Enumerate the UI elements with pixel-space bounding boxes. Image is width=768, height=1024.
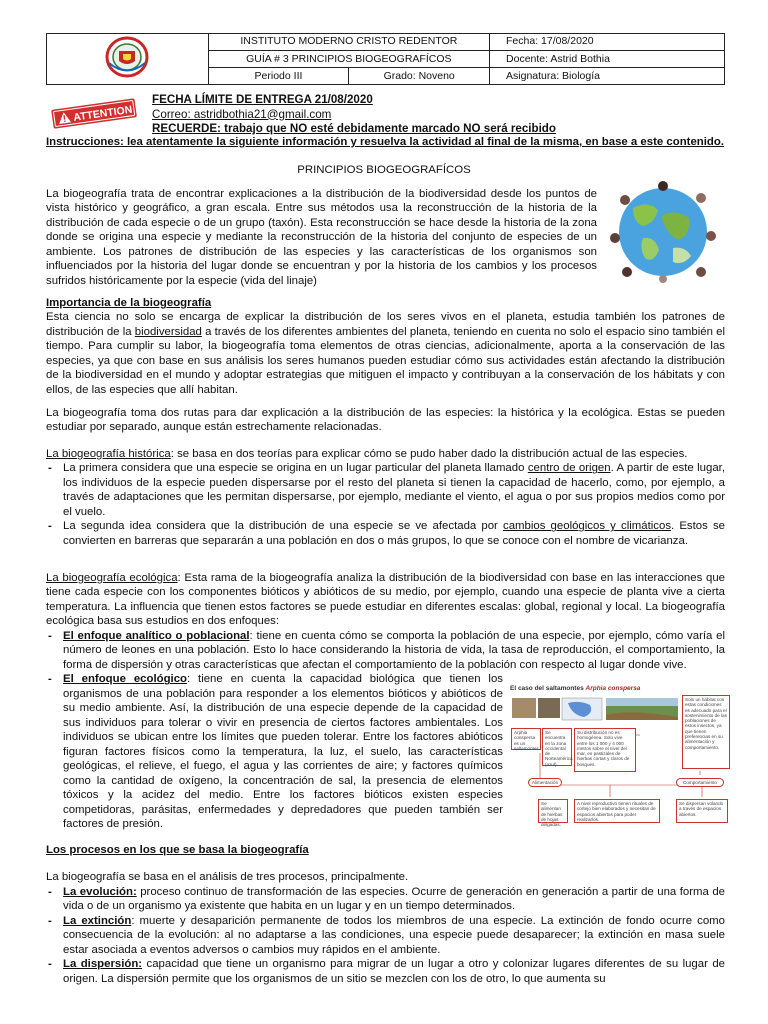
header-subject: Asignatura: Biología: [490, 68, 725, 85]
list-item: - El enfoque ecológico: tiene en cuenta la capacidad biológica que tienen los organismos de una población para responder a los elementos bióticos y abióticos de su medio ambiente. Así, la distribución de una especie depende de la capacidad de sus individuos para tolerar o vivir en presencia de ciertos factores ambientales. Los individuos se ubican entre los límites que pueden tolerar. Entre los factores abióticos figuran factores físicos como la temperatura, la luz, el suelo, las características geológicas, el relieve, el fuego, el agua y las corrientes de aire; y factores químicos como la cantidad de oxígeno, la concentración de sal, la presencia de elementos tóxicos y la acidez del medio. Entre los factores bióticos existen especies competidoras, parásitas, enfermedades y depredadores que pueden también ser factores de presión.: [46, 672, 503, 831]
importance-section: [46, 296, 725, 397]
historical-intro: [46, 447, 725, 461]
grasshopper-figure: [510, 685, 732, 833]
header-period: Periodo III: [208, 68, 349, 85]
page-title: PRINCIPIOS BIOGEOGRAFÍCOS: [297, 164, 471, 176]
ecological-heading: La biogeografía ecológica: [46, 572, 178, 584]
figure-box-1: Arphia conspersa es un saltamontes: [511, 728, 541, 750]
ecological-intro: [46, 571, 725, 629]
header-date: Fecha: 17/08/2020: [490, 34, 725, 51]
figure-box-7: Se dispersan volando a través de espacios abiertos.: [676, 799, 728, 823]
email-link[interactable]: astridbothia21@gmail.com: [193, 107, 332, 121]
figure-title: El caso del saltamontes Arphia conspersa: [510, 685, 641, 692]
ecological-text: : Esta rama de la biogeografía analiza la distribución de la biodiversidad con base en las interacciones que tiene cada especie con los componentes bióticos y abióticos de su medio, por ejemplo, cuando una especie de planta vive a cierta temperatura. La influencia que tienen estos factores se puede estudiar en diferentes escalas: global, regional y local. La biogeografía ecológica basa sus estudios en dos enfoques:: [46, 572, 725, 628]
importance-paragraph: [46, 310, 725, 397]
globe-illustration: [603, 178, 723, 284]
list-item: - La primera considera que una especie se origina en un lugar particular del planeta llamado centro de origen. A partir de este lugar, los individuos de la especie pueden dispersarse por el resto del planeta si tienen la capacidad de hacerlo, como, por ejemplo, a través de adaptaciones que les permitan dispersarse, por ejemplo, mediante el viento, el agua o por sus propios medios como por el vuelo.: [46, 461, 725, 519]
email-label: Correo:: [152, 107, 194, 121]
email-line: [152, 108, 556, 123]
header-grade: Grado: Noveno: [349, 68, 490, 85]
processes-intro: La biogeografía se basa en el análisis de tres procesos, principalmente.: [46, 871, 409, 884]
figure-box-5: Se alimentan de hierbas de hojas delgadas.: [538, 799, 568, 823]
list-item: - La evolución: proceso continuo de transformación de las especies. Ocurre de generación en generación a partir de una forma de vida o de un organismo ya existente que habita en un lugar y en un tiempo determinados.: [46, 885, 725, 914]
attention-text: ATTENTION: [72, 103, 134, 124]
importance-heading: Importancia de la biogeografía: [46, 297, 212, 309]
list-item: - La extinción: muerte y desaparición permanente de todos los miembros de una especie. La extinción de fondo ocurre como consecuencia de la evolución: al no adaptarse a las condiciones, una especie puede desaparecer; la extinción en masa suele estar asociada a eventos adversos o cambios muy rápidos en el ambiente.: [46, 914, 725, 957]
attention-badge: [48, 97, 140, 129]
instructions-text: Instrucciones: lea atentamente la siguiente información y resuelva la actividad al final de la misma, en base a este contenido.: [46, 136, 724, 148]
reminder-text: RECUERDE: trabajo que NO esté debidamente marcado NO será recibido: [152, 122, 556, 135]
figure-pill-behavior: Comportamiento: [676, 778, 724, 787]
historical-heading: La biogeografía histórica: [46, 448, 171, 460]
school-crest-icon: [97, 34, 157, 80]
guide-title: GUÍA # 3 PRINCIPIOS BIOGEOGRAFÍCOS: [208, 51, 489, 68]
figure-box-6: A nivel reproductivo tienen rituales de cortejo bien elaborados y necesitan de espacios abiertos para poder realizarlos.: [574, 799, 660, 823]
school-logo: [47, 34, 209, 85]
processes-section: [46, 843, 725, 986]
processes-heading: Los procesos en los que se basa la biogeografía: [46, 844, 309, 856]
header-table: [46, 33, 725, 85]
historical-text: : se basa en dos teorías para explicar cómo se pudo haber dado la distribución actual de las especies.: [170, 448, 688, 460]
list-item: - El enfoque analítico o poblacional: tiene en cuenta cómo se comporta la población de una especie, por ejemplo, cómo varía el número de leones en una población. Esto lo hace considerando la historia de vida, la tasa de reproducción, el comportamiento, la forma de dispersión y otras características que afectan el comportamiento de la población con respecto al lugar donde vive.: [46, 629, 725, 672]
figure-box-3: Su distribución no es homogénea. Solo vive entre los 1 000 y 4 000 metros sobre el nivel del mar, en pastizales de hierbas cortas y claros de bosques.: [574, 728, 636, 772]
biodiversity-link[interactable]: biodiversidad: [134, 325, 202, 338]
deadline-block: [152, 93, 556, 137]
historical-list: [46, 461, 725, 548]
header-teacher: Docente: Astrid Bothia: [490, 51, 725, 68]
figure-pill-feeding: Alimentación: [528, 778, 562, 787]
importance-text-2: a través de los diferentes ambientes del planeta, teniendo en cuenta no solo el espacio sino también el tiempo. Para cumplir su labor, la biogeografía toma elementos de otras ciencias, adicionalmente, aporta a la conservación de las especies, ya que con base en sus análisis los seres humanos pueden estudiar cómo sus actividades están afectando la distribución de la biodiversidad en el mundo y adoptar estrategias que mitiguen el impacto y contribuyan a la conservación de los hábitats y con ellos, de las especies que allí habitan.: [46, 325, 725, 396]
routes-paragraph: La biogeografía toma dos rutas para dar explicación a la distribución de las especies: la histórica y la ecológica. Estas se pueden estudiar por separado, aunque están estrechamente relacionadas.: [46, 407, 725, 434]
importance-text-1: Esta ciencia no solo se encarga de explicar la distribución de los seres vivos en el planeta, estudia también los patrones de distribución de la: [46, 311, 725, 338]
list-item: - La dispersión: capacidad que tiene un organismo para migrar de un lugar a otro y colonizar lugares diferentes de su lugar de origen. La dispersión permite que los organismos de un sitio se mezclen con los de otro, lo que aumenta su: [46, 957, 725, 986]
intro-paragraph: La biogeografía trata de encontrar explicaciones a la distribución de la biodiversidad desde los puntos de vista histórico y geográfico, a gran escala. Entre sus métodos usa la reconstrucción de la historia de la distribución de cada especie o de un grupo (taxón). Esta reconstrucción se hace desde la historia de la zona donde se origina una especie y mediante la reconstrucción de la historia del conjunto de especies de un ambiente. Los patrones de distribución de las especies y las características de los organismos son influenciados por la historia del lugar donde se encuentran y por la historia de los cambios y los procesos sufridos históricamente por la especie (vida del linaje): [46, 188, 597, 287]
deadline-date: FECHA LÍMITE DE ENTREGA 21/08/2020: [152, 93, 373, 106]
historical-section: [46, 447, 725, 548]
institution-name: INSTITUTO MODERNO CRISTO REDENTOR: [208, 34, 489, 51]
list-item: - La segunda idea considera que la distribución de una especie se ve afectada por cambios geológicos y climáticos. Estos se convierten en barreras que separarán a una población en dos o más grupos, lo que se conoce con el nombre de vicarianza.: [46, 519, 725, 548]
figure-box-2: Se encuentra en la zona occidental de Norteamérica (azul).: [542, 728, 572, 766]
processes-list: [46, 885, 725, 986]
figure-box-4: Solo un hábitat con estas condiciones es adecuado para el sostenimiento de las poblaciones de estos insectos, ya que tienen preferencias en su alimentación y comportamiento.: [682, 695, 730, 769]
origin-center-link[interactable]: centro de origen: [527, 462, 611, 475]
geologic-changes-link[interactable]: cambios geológicos y climáticos: [503, 520, 672, 533]
